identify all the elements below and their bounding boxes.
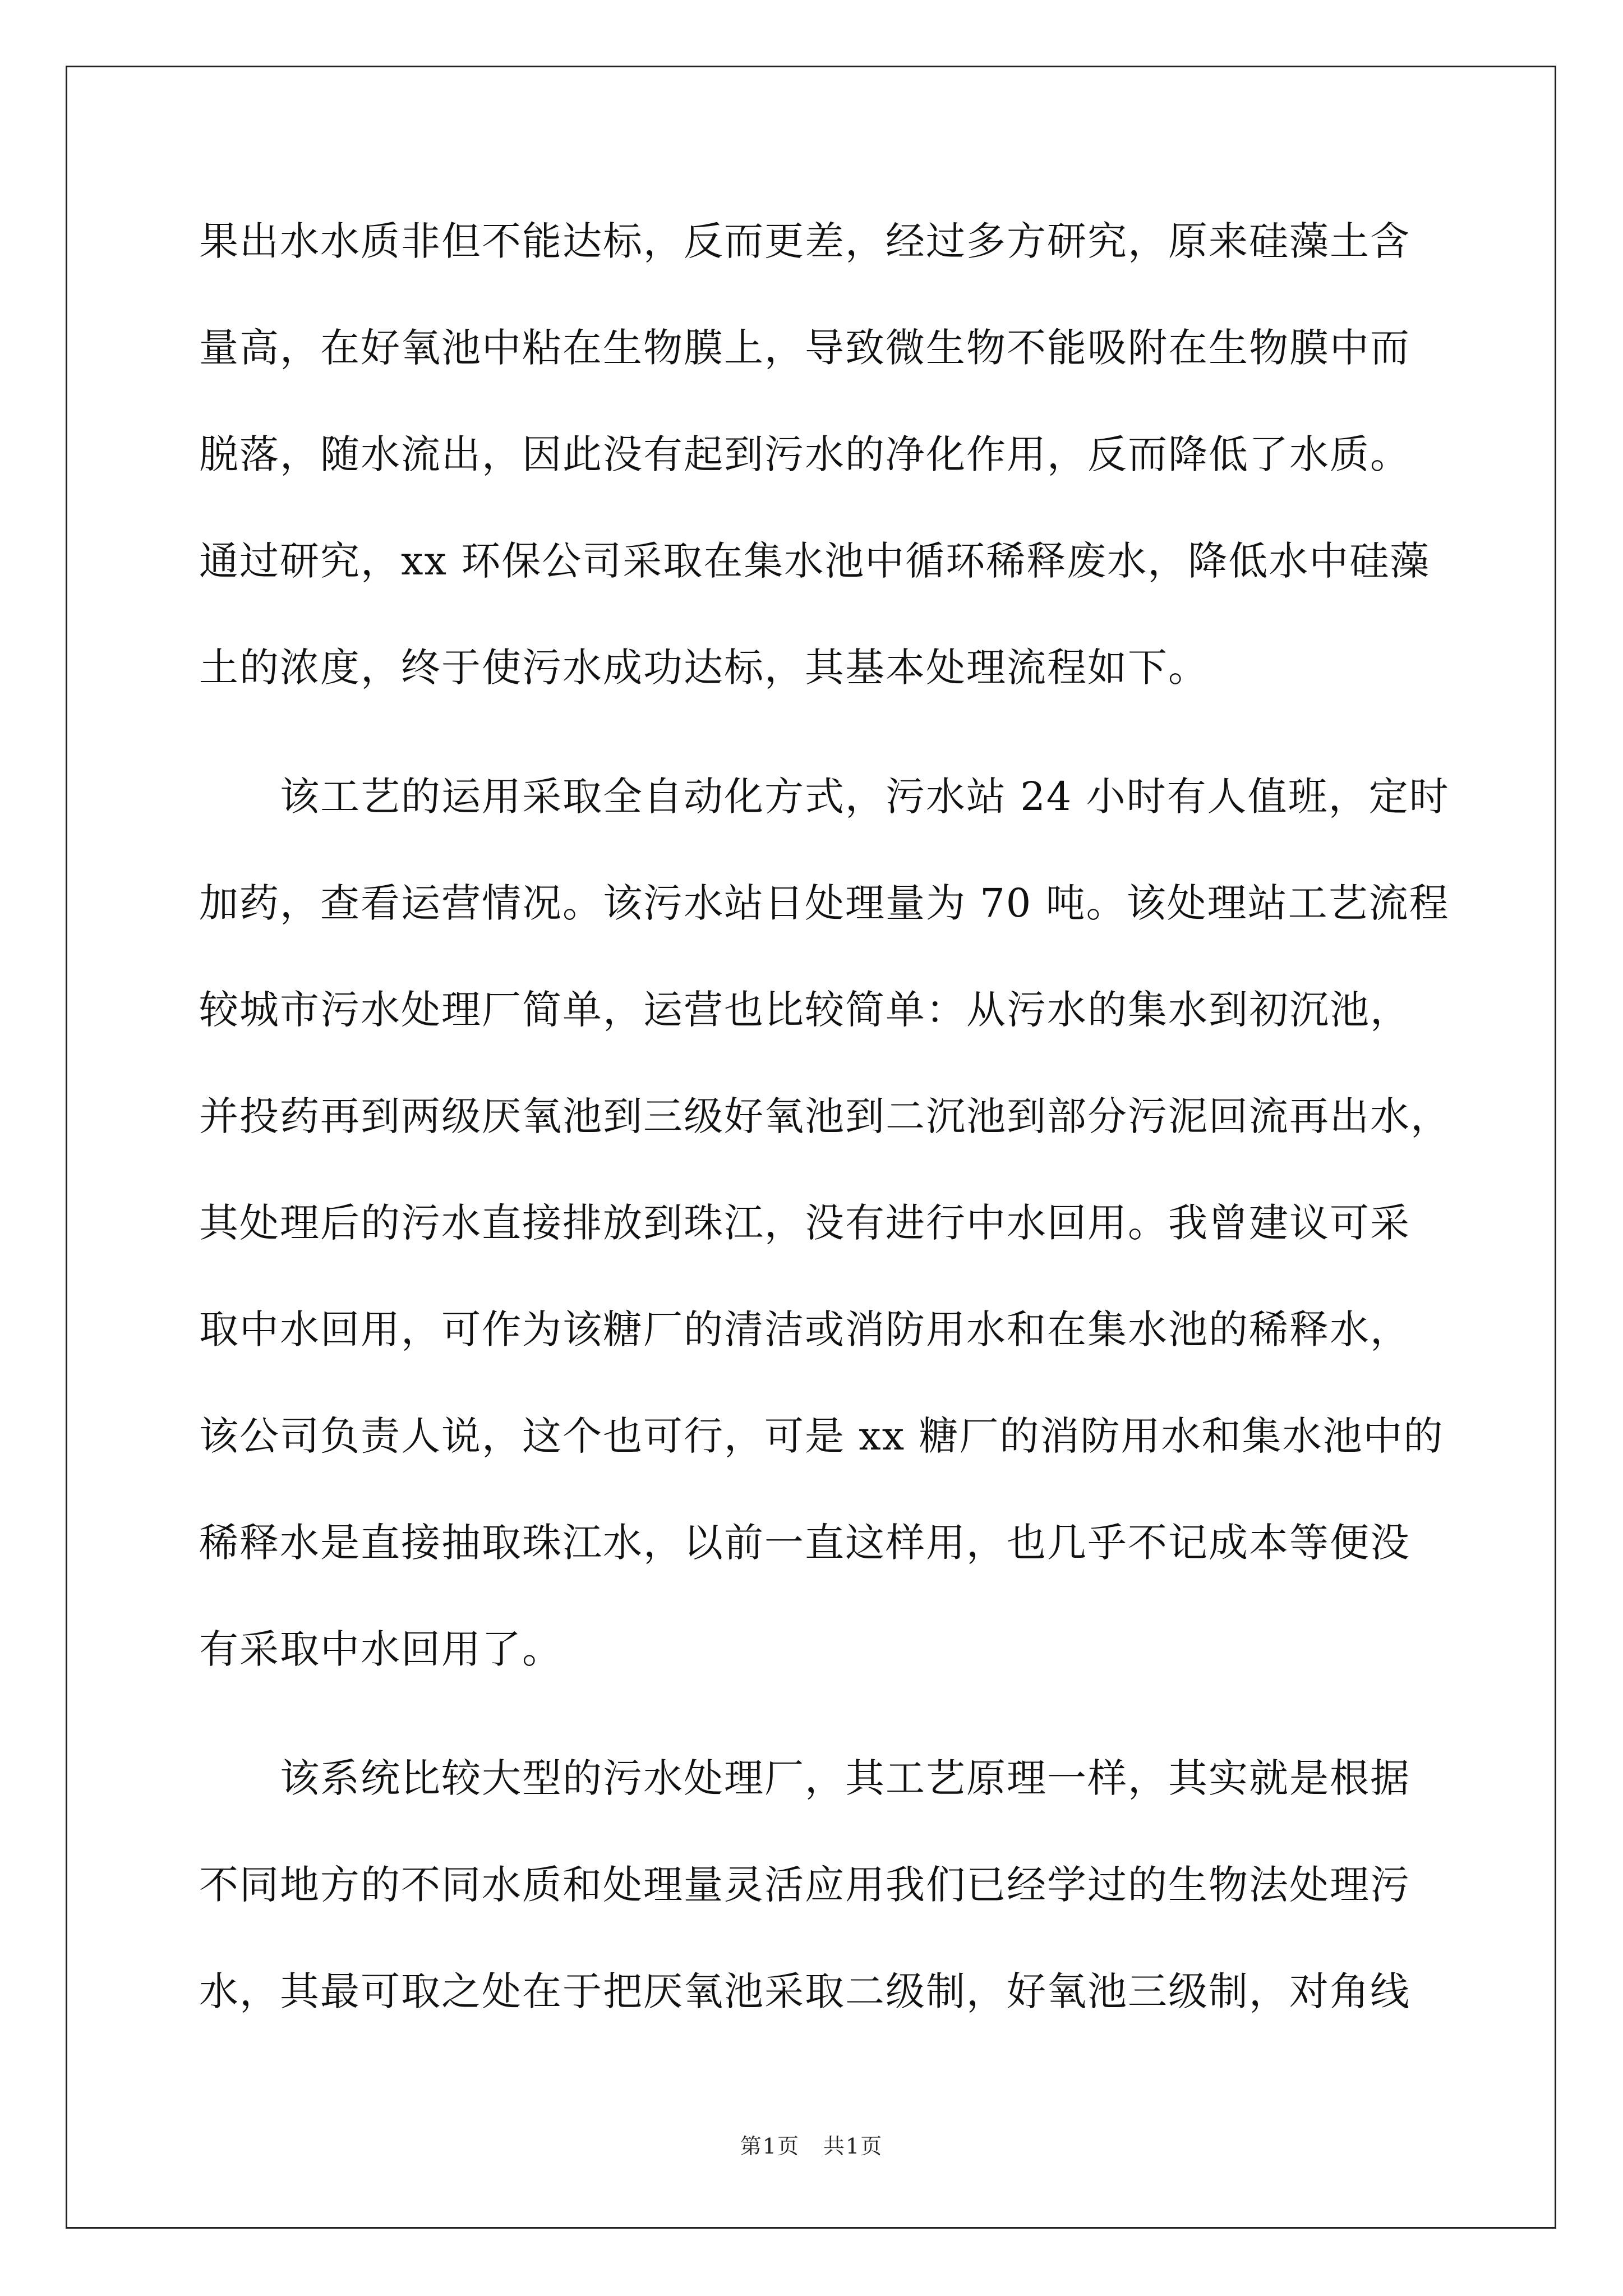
text-line: 较城市污水处理厂简单，运营也比较简单：从污水的集水到初沉池， <box>199 987 1410 1033</box>
text-line: 有采取中水回用了。 <box>199 1626 562 1672</box>
text-line: 稀释水是直接抽取珠江水，以前一直这样用，也几乎不记成本等便没 <box>199 1520 1410 1566</box>
text-line: 加药，查看运营情况。该污水站日处理量为 70 吨。该处理站工艺流程 <box>199 880 1450 926</box>
text-line: 该系统比较大型的污水处理厂，其工艺原理一样，其实就是根据 <box>199 1755 1410 1801</box>
text-line: 该公司负责人说，这个也可行，可是 xx 糖厂的消防用水和集水池中的 <box>199 1413 1444 1459</box>
text-line: 该工艺的运用采取全自动化方式，污水站 24 小时有人值班，定时 <box>199 774 1450 820</box>
paragraph-gap <box>199 746 1433 769</box>
text-line: 果出水水质非但不能达标，反而更差，经过多方研究，原来硅藻土含 <box>199 218 1410 264</box>
text-line: 通过研究，xx 环保公司采取在集水池中循环稀释废水，降低水中硅藻 <box>199 538 1431 584</box>
text-line: 取中水回用，可作为该糖厂的清洁或消防用水和在集水池的稀释水， <box>199 1306 1410 1352</box>
paragraph <box>199 213 1433 746</box>
paragraph-gap <box>199 1728 1433 1750</box>
paragraph <box>199 769 1451 1728</box>
text-line: 脱落，随水流出，因此没有起到污水的净化作用，反而降低了水质。 <box>199 431 1410 477</box>
text-line: 并投药再到两级厌氧池到三级好氧池到二沉池到部分污泥回流再出水， <box>199 1093 1451 1139</box>
text-line: 量高，在好氧池中粘在生物膜上，导致微生物不能吸附在生物膜中而 <box>199 325 1410 371</box>
text-line: 其处理后的污水直接排放到珠江，没有进行中水回用。我曾建议可采 <box>199 1200 1410 1246</box>
text-line: 土的浓度，终于使污水成功达标，其基本处理流程如下。 <box>199 645 1209 691</box>
paragraph <box>199 1750 1433 2070</box>
document-body <box>199 213 1451 2070</box>
page-total: 共1页 <box>823 2134 883 2159</box>
page-footer <box>0 2129 1623 2160</box>
text-line: 不同地方的不同水质和处理量灵活应用我们已经学过的生物法处理污 <box>199 1862 1410 1908</box>
text-line: 水，其最可取之处在于把厌氧池采取二级制，好氧池三级制，对角线 <box>199 1968 1410 2014</box>
page-number: 第1页 <box>740 2134 800 2159</box>
